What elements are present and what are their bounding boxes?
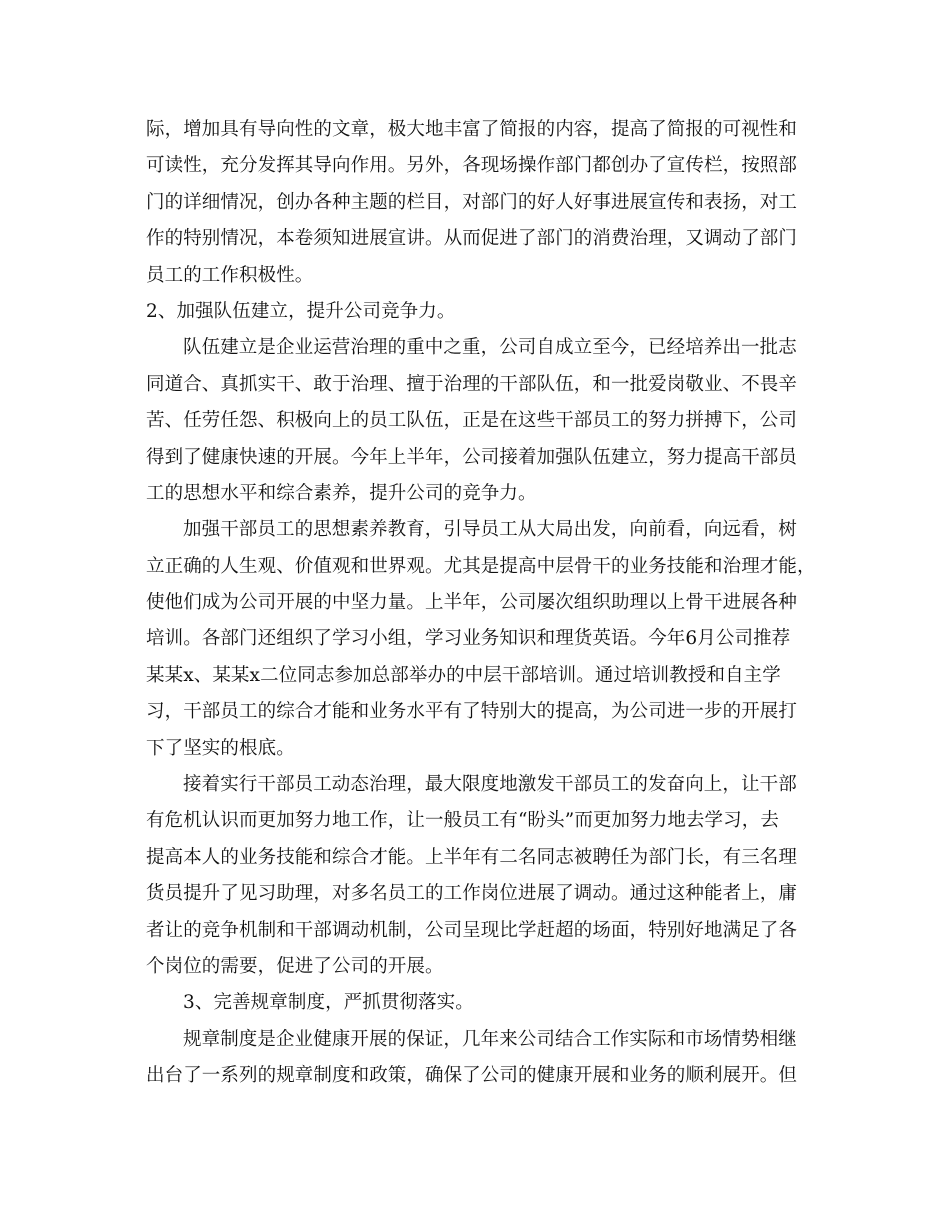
- text-line: 立正确的人生观、价值观和世界观。尤其是提高中层骨干的业务技能和治理才能，: [146, 555, 816, 577]
- section-heading: 2、加强队伍建立，提升公司竞争力。: [146, 300, 456, 322]
- text-line: 使他们成为公司开展的中坚力量。上半年，公司屡次组织助理以上骨干进展各种: [146, 592, 798, 614]
- text-line: 工的思想水平和综合素养，提升公司的竞争力。: [146, 482, 537, 504]
- paragraph-start-line: 规章制度是企业健康开展的保证，几年来公司结合工作实际和市场情势相继: [183, 1028, 797, 1050]
- document-body: [146, 112, 814, 1095]
- text-line: 培训。各部门还组织了学习小组，学习业务知识和理货英语。今年6月公司推荐: [146, 628, 791, 650]
- text-line: 苦、任劳任怨、积极向上的员工队伍，正是在这些干部员工的努力拼搏下，公司: [146, 410, 798, 432]
- text-line: 习，干部员工的综合才能和业务水平有了特别大的提高，为公司进一步的开展打: [146, 701, 798, 723]
- text-line: 得到了健康快速的开展。今年上半年，公司接着加强队伍建立，努力提高干部员: [146, 446, 798, 468]
- section-heading: 3、完善规章制度，严抓贯彻落实。: [183, 992, 474, 1014]
- text-line: 出台了一系列的规章制度和政策，确保了公司的健康开展和业务的顺利展开。但: [146, 1065, 798, 1087]
- text-line: 货员提升了见习助理，对多名员工的工作岗位进展了调动。通过这种能者上，庸: [146, 883, 798, 905]
- paragraph-start-line: 接着实行干部员工动态治理，最大限度地激发干部员工的发奋向上，让干部: [183, 774, 797, 796]
- text-line: 下了坚实的根底。: [146, 737, 295, 759]
- text-line: 作的特别情况，本卷须知进展宣讲。从而促进了部门的消费治理，又调动了部门: [146, 228, 798, 250]
- text-line: 员工的工作积极性。: [146, 264, 314, 286]
- text-line: 者让的竞争机制和干部调动机制，公司呈现比学赶超的场面，特别好地满足了各: [146, 919, 798, 941]
- text-line: 际，增加具有导向性的文章，极大地丰富了简报的内容，提高了简报的可视性和: [146, 119, 798, 140]
- text-line: 个岗位的需要，促进了公司的开展。: [146, 955, 444, 977]
- text-line: 提高本人的业务技能和综合才能。上半年有二名同志被聘任为部门长，有三名理: [146, 846, 798, 868]
- paragraph-start-line: 加强干部员工的思想素养教育，引导员工从大局出发，向前看，向远看，树: [183, 519, 797, 541]
- text-line: 同道合、真抓实干、敢于治理、擅于治理的干部队伍，和一批爱岗敬业、不畏辛: [146, 373, 798, 395]
- text-line: 某某x、某某x二位同志参加总部举办的中层干部培训。通过培训教授和自主学: [146, 664, 781, 686]
- text-line: 可读性，充分发挥其导向作用。另外，各现场操作部门都创办了宣传栏，按照部: [146, 155, 798, 177]
- paragraph-start-line: 队伍建立是企业运营治理的重中之重，公司自成立至今，已经培养出一批志: [183, 337, 797, 359]
- text-line: 门的详细情况，创办各种主题的栏目，对部门的好人好事进展宣传和表扬，对工: [146, 191, 798, 213]
- text-line: 有危机认识而更加努力地工作，让一般员工有“盼头”而更加努力地去学习，去: [146, 810, 779, 832]
